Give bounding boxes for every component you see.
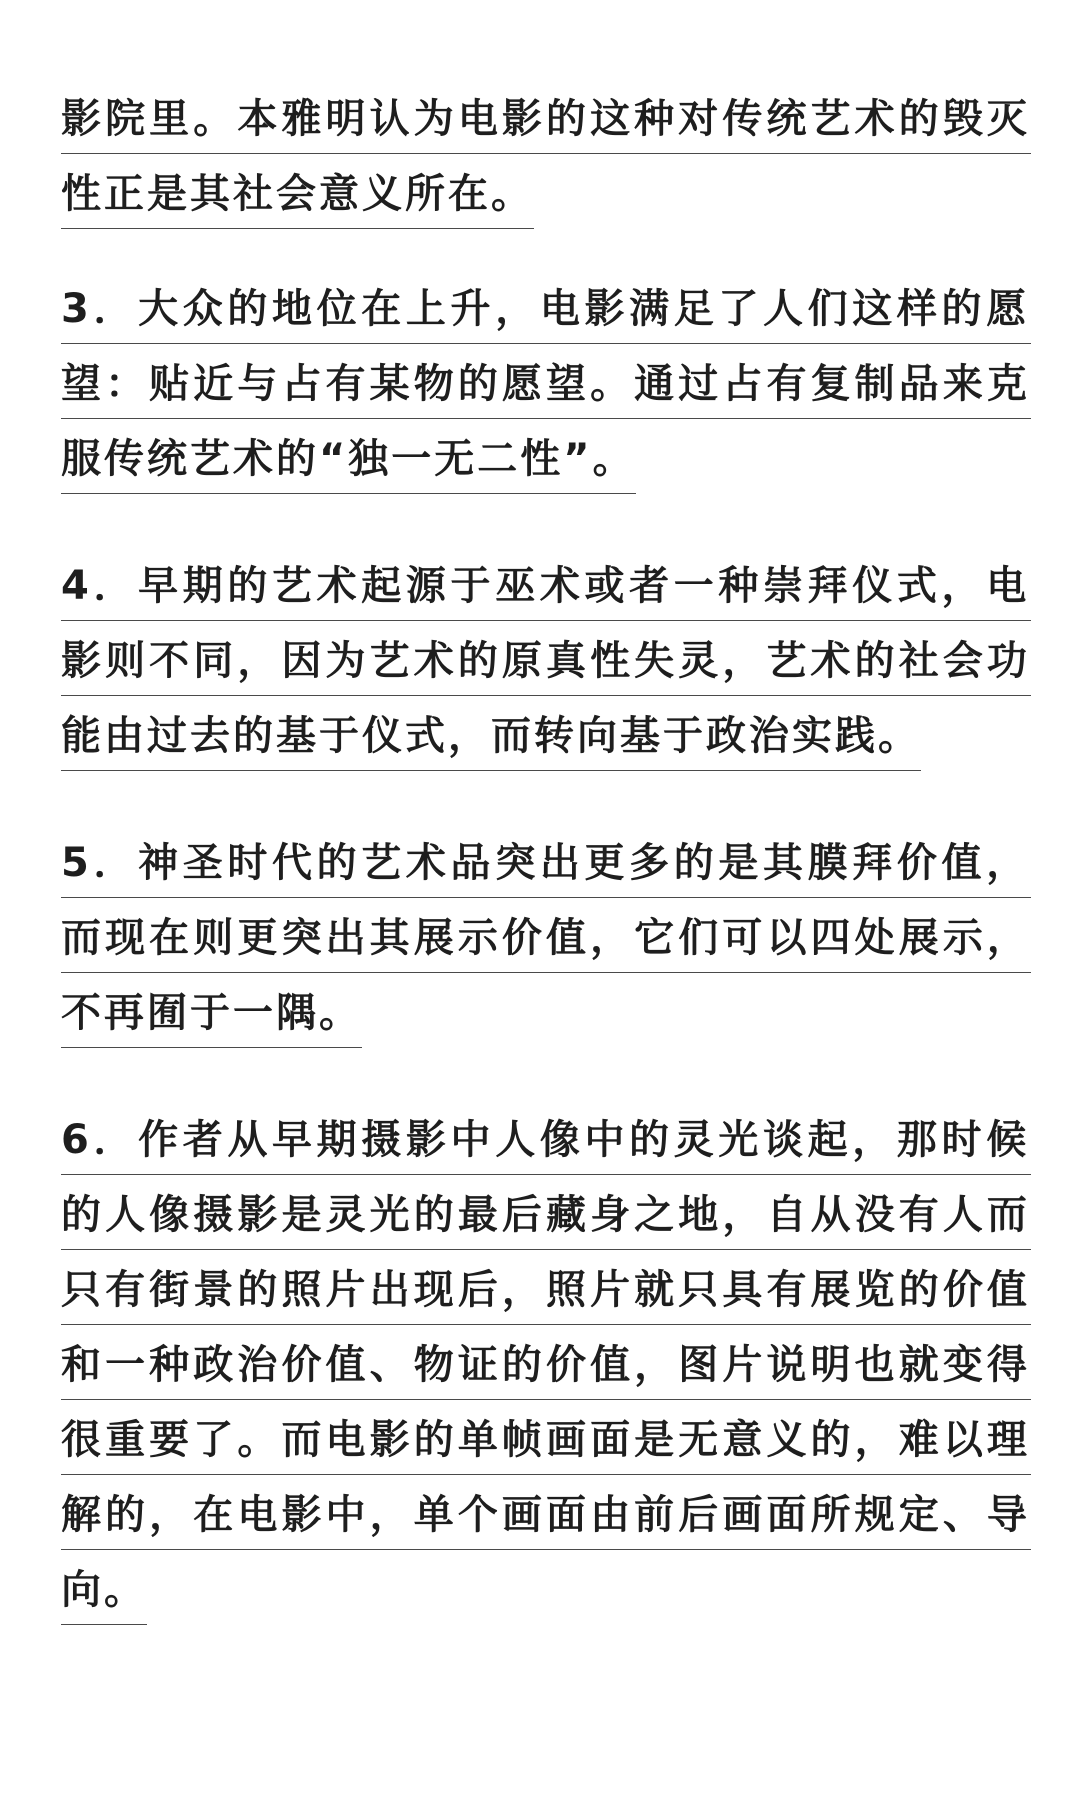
underlined-text: 而现在则更突出其展示价值，它们可以四处展示， bbox=[61, 901, 1031, 973]
underlined-text: 影则不同，因为艺术的原真性失灵，艺术的社会功 bbox=[61, 624, 1031, 696]
text-line bbox=[61, 624, 1031, 699]
text-line bbox=[61, 1328, 1031, 1403]
text-line bbox=[61, 82, 1031, 157]
paragraph-5 bbox=[61, 1103, 1031, 1628]
underlined-text: 很重要了。而电影的单帧画面是无意义的，难以理 bbox=[61, 1403, 1031, 1475]
underlined-text: 4．早期的艺术起源于巫术或者一种崇拜仪式，电 bbox=[61, 549, 1031, 621]
underlined-text: 不再囿于一隅。 bbox=[61, 976, 362, 1048]
underlined-text: 望：贴近与占有某物的愿望。通过占有复制品来克 bbox=[61, 347, 1031, 419]
text-line bbox=[61, 976, 1031, 1051]
text-line bbox=[61, 272, 1031, 347]
text-line bbox=[61, 826, 1031, 901]
underlined-text: 和一种政治价值、物证的价值，图片说明也就变得 bbox=[61, 1328, 1031, 1400]
paragraph-3 bbox=[61, 549, 1031, 774]
underlined-text: 只有街景的照片出现后，照片就只具有展览的价值 bbox=[61, 1253, 1031, 1325]
text-line bbox=[61, 157, 1031, 232]
text-line bbox=[61, 1478, 1031, 1553]
paragraph-4 bbox=[61, 826, 1031, 1051]
underlined-text: 的人像摄影是灵光的最后藏身之地，自从没有人而 bbox=[61, 1178, 1031, 1250]
underlined-text: 服传统艺术的“独一无二性”。 bbox=[61, 422, 636, 494]
text-line bbox=[61, 1253, 1031, 1328]
text-line bbox=[61, 1178, 1031, 1253]
underlined-text: 能由过去的基于仪式，而转向基于政治实践。 bbox=[61, 699, 921, 771]
underlined-text: 6．作者从早期摄影中人像中的灵光谈起，那时候 bbox=[61, 1103, 1031, 1175]
text-line bbox=[61, 1553, 1031, 1628]
underlined-text: 5．神圣时代的艺术品突出更多的是其膜拜价值， bbox=[61, 826, 1031, 898]
text-line bbox=[61, 1103, 1031, 1178]
paragraph-2 bbox=[61, 272, 1031, 497]
underlined-text: 解的，在电影中，单个画面由前后画面所规定、导 bbox=[61, 1478, 1031, 1550]
text-line bbox=[61, 901, 1031, 976]
underlined-text: 3．大众的地位在上升，电影满足了人们这样的愿 bbox=[61, 272, 1031, 344]
paragraph-1 bbox=[61, 82, 1031, 232]
text-line bbox=[61, 699, 1031, 774]
text-line bbox=[61, 549, 1031, 624]
underlined-text: 影院里。本雅明认为电影的这种对传统艺术的毁灭 bbox=[61, 82, 1031, 154]
text-line bbox=[61, 347, 1031, 422]
text-line bbox=[61, 422, 1031, 497]
text-line bbox=[61, 1403, 1031, 1478]
underlined-text: 性正是其社会意义所在。 bbox=[61, 157, 534, 229]
underlined-text: 向。 bbox=[61, 1553, 147, 1625]
